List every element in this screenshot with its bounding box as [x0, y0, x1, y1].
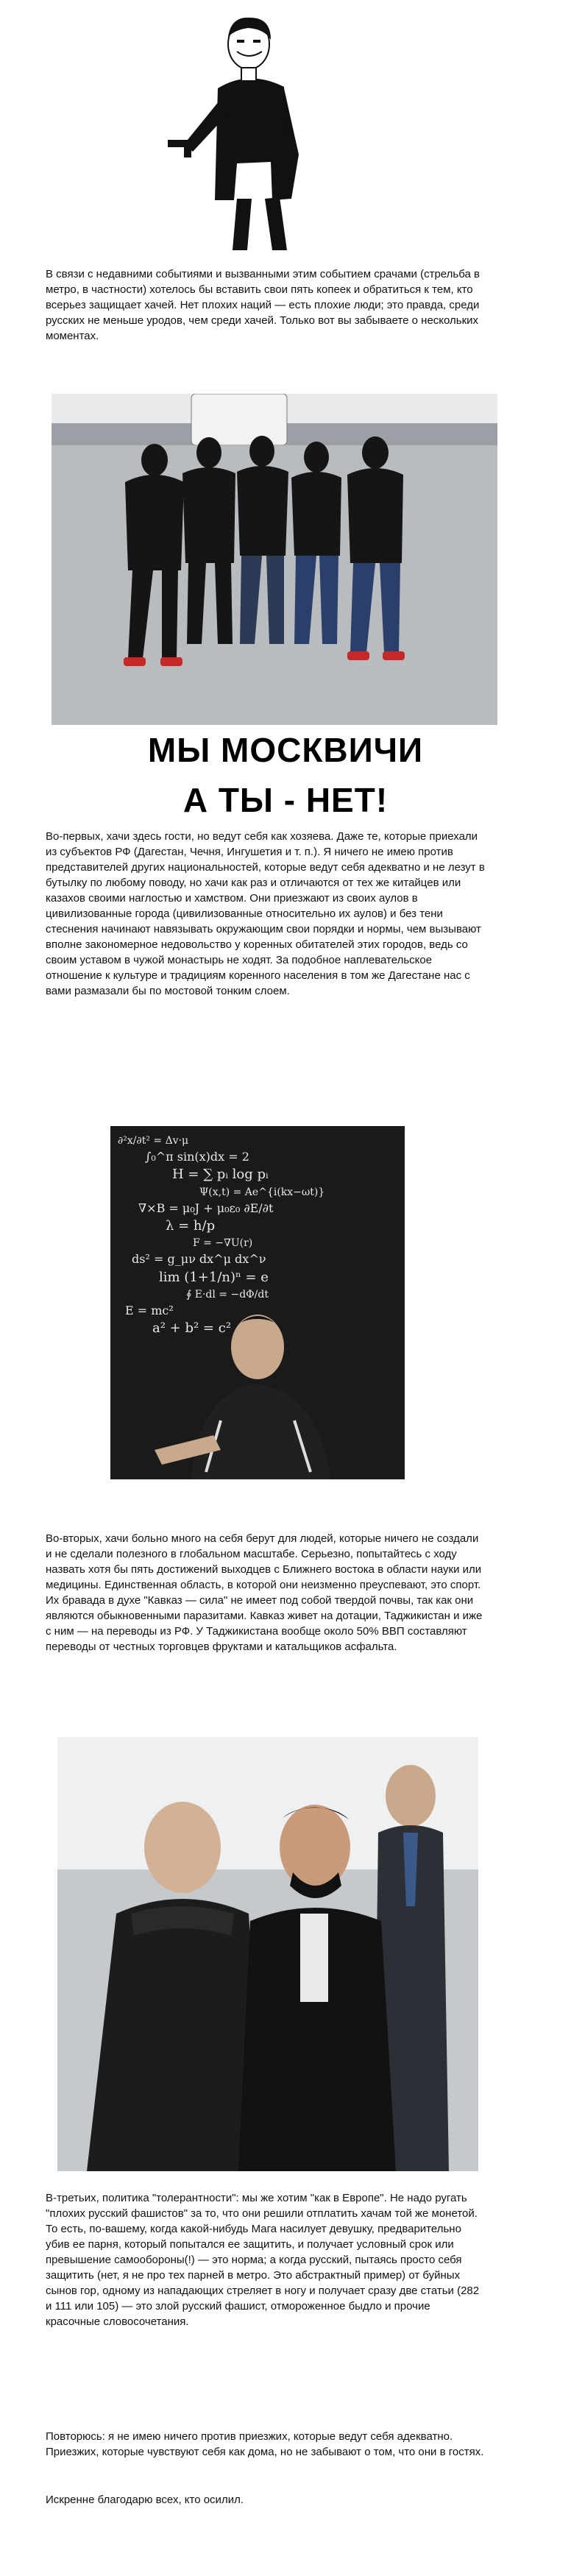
first-paragraph: Во-первых, хачи здесь гости, но ведут себя как хозяева. Даже те, которые приехали из субъектов РФ (Дагестан, Чечня, Ингушетия и т. п.). Я ничего не имею против представителей других национальностей, которые ведут себя адекватно и не лезут в бутылку по любому поводу, но хачи как раз и отличаются от тех же китайцев или казахов своими наглостью и хамством. Они приезжают из своих аулов в цивилизованные города (цивилизованные относительно их аулов) и без тени стеснения начинают навязывать окружающим свои порядки и нормы, чем вызывают вполне закономерное недовольство у коренных обитателей этих городов, ведь со своим уставом в чужой монастырь не ходят. За подобное наплевательское отношение к культуре и традициям коренного населения в том же Дагестане нас с вами размазали бы по мостовой тонким слоем. — [46, 830, 485, 997]
chalk-formula: ∂²x/∂t² = Δv·μ — [118, 1135, 189, 1147]
group-photo — [52, 394, 497, 725]
chalk-formula: F = −∇U(r) — [193, 1237, 253, 1250]
chalkboard-photo — [110, 1126, 405, 1479]
chalk-formula: lim (1+1/n)ⁿ = e — [159, 1269, 269, 1285]
third-paragraph: В-третьих, политика "толерантности": мы же хотим "как в Европе". Не надо ругать "плохих русский фашистов" за то, что они решили отплатить хачам той же монетой. То есть, по-вашему, когда какой-нибудь Мага насилует девушку, предварительно убив ее парня, который попытался ее защитить, и получает условный срок или превышение самообороны(!) — это норма; а когда русский, пытаясь просто себя защитить (нет, я не про тех парней в метро. Это абстрактный пример) от буйных сынов гор, одному из нападающих стреляет в ногу и получает сразу две статьи (282 и 111 или 105) — это злой русский фашист, отмороженное быдло и прочие красочные словосочетания. — [46, 2192, 480, 2328]
repeat-paragraph: Повторюсь: я не имею ничего против приезжих, которые ведут себя адекватно. Приезжих, которые чувствуют себя как дома, но не забывают о том, что они в гостях. — [46, 2430, 484, 2458]
chalk-formula: Ψ(x,t) = Ae^{i(kx−ωt)} — [199, 1186, 325, 1198]
chalk-formula: a² + b² = c² — [152, 1320, 232, 1337]
chalk-formula: ds² = g_μν dx^μ dx^ν — [132, 1252, 266, 1267]
politicians-photo — [57, 1737, 478, 2171]
chalk-formula: λ = h/p — [166, 1218, 216, 1234]
second-paragraph: Во-вторых, хачи больно много на себя берут для людей, которые ничего не создали и не сделали полезного в глобальном масштабе. Серьезно, попытайтесь с ходу назвать хотя бы пять достижений выходцев с Ближнего востока в области науки или медицины. Единственная область, в которой они неизменно преуспевают, это спорт. Их бравада в духе "Кавказ — сила" не имеет под собой твердой почвы, так как они являются обыкновенными паразитами. Кавказ живет на дотации, Таджикистан и иже с ним — на переводы из РФ. У Таджикистана вообще около 50% ВВП составляют переводы от честных торговцев фруктами и катальщиков асфальта. — [46, 1532, 483, 1653]
chalk-formula: ∇×B = μ₀J + μ₀ε₀ ∂E/∂t — [138, 1200, 274, 1215]
headline-line-2: А ТЫ - НЕТ! — [182, 781, 389, 819]
headline-line-1: МЫ МОСКВИЧИ — [147, 731, 424, 769]
chalk-formula: H = ∑ pᵢ log pᵢ — [172, 1167, 269, 1183]
chalk-formula: E = mc² — [125, 1303, 174, 1318]
silhouette-illustration — [155, 7, 331, 258]
chalk-formula: ∮ E·dl = −dΦ/dt — [186, 1288, 269, 1301]
chalk-formula: ∫₀^π sin(x)dx = 2 — [145, 1150, 249, 1164]
thanks-paragraph: Искренне благодарю всех, кто осилил. — [46, 2494, 244, 2506]
intro-paragraph: В связи с недавними событиями и вызванными этим событием срачами (стрельба в метро, в частности) хотелось бы вставить свои пять копеек и обратиться к тем, кто всерьез защищает хачей. Нет плохих наций — есть плохие люди; это правда, среди русских не меньше уродов, чем среди хачей. Только вот вы забываете о нескольких моментах. — [46, 268, 480, 342]
